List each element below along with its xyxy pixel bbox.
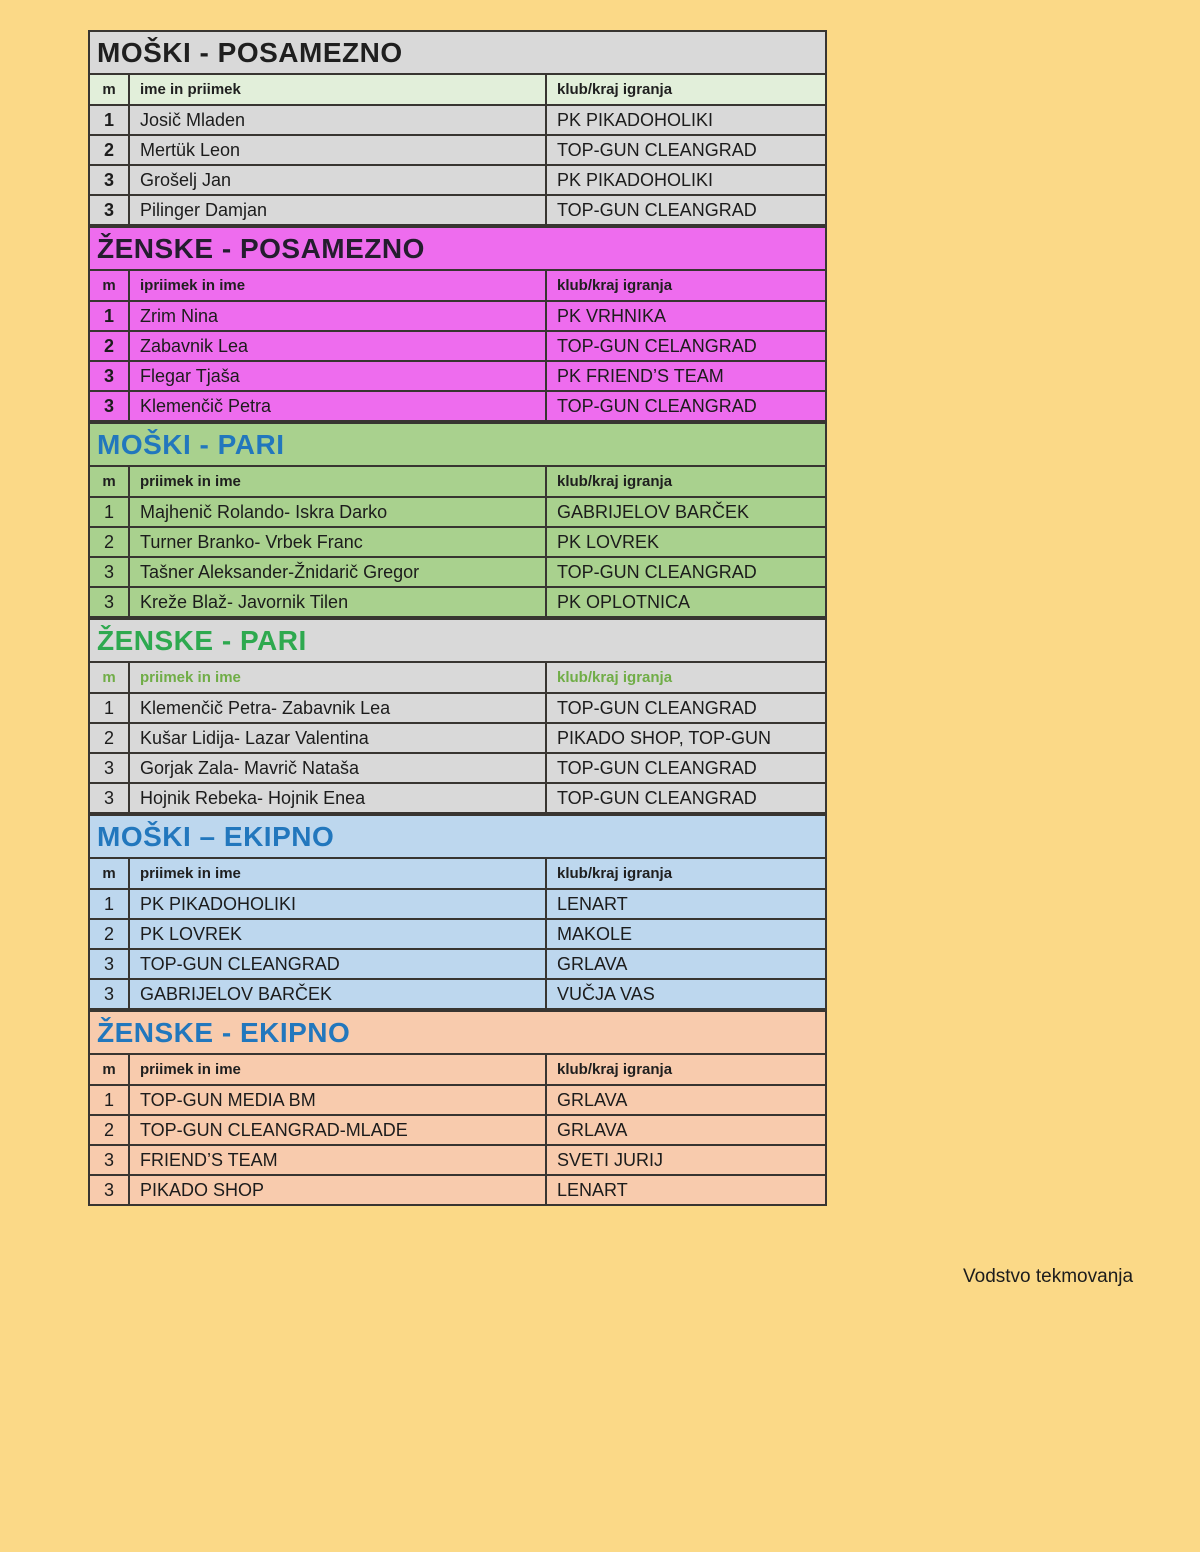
rank-cell: 3 (89, 1175, 129, 1205)
col-header-rank: m (89, 1054, 129, 1085)
club-cell: GRLAVA (546, 1085, 826, 1115)
section-title: MOŠKI - PARI (89, 423, 826, 466)
name-cell: Klemenčič Petra- Zabavnik Lea (129, 693, 546, 723)
table-row (89, 497, 826, 527)
table-row (89, 1145, 826, 1175)
rank-cell: 3 (89, 195, 129, 225)
table-row (89, 165, 826, 195)
section-zenske-ekipno (88, 1010, 827, 1206)
rank-cell: 3 (89, 949, 129, 979)
club-cell: SVETI JURIJ (546, 1145, 826, 1175)
rank-cell: 1 (89, 889, 129, 919)
rank-cell: 2 (89, 723, 129, 753)
section-title: MOŠKI - POSAMEZNO (89, 31, 826, 74)
name-cell: PIKADO SHOP (129, 1175, 546, 1205)
rank-cell: 3 (89, 1145, 129, 1175)
rank-cell: 2 (89, 331, 129, 361)
name-cell: PK PIKADOHOLIKI (129, 889, 546, 919)
section-moski-posamezno (88, 30, 827, 226)
rank-cell: 3 (89, 979, 129, 1009)
header-row (89, 466, 826, 497)
rank-cell: 3 (89, 165, 129, 195)
club-cell: PIKADO SHOP, TOP-GUN (546, 723, 826, 753)
col-header-club: klub/kraj igranja (546, 466, 826, 497)
col-header-rank: m (89, 74, 129, 105)
club-cell: TOP-GUN CLEANGRAD (546, 195, 826, 225)
table-row (89, 693, 826, 723)
table-row (89, 391, 826, 421)
name-cell: Kušar Lidija- Lazar Valentina (129, 723, 546, 753)
club-cell: TOP-GUN CLEANGRAD (546, 391, 826, 421)
club-cell: LENART (546, 1175, 826, 1205)
section-title: ŽENSKE - EKIPNO (89, 1011, 826, 1054)
club-cell: GRLAVA (546, 949, 826, 979)
table-row (89, 331, 826, 361)
rank-cell: 3 (89, 361, 129, 391)
name-cell: TOP-GUN CLEANGRAD (129, 949, 546, 979)
rank-cell: 1 (89, 497, 129, 527)
section-title: ŽENSKE - POSAMEZNO (89, 227, 826, 270)
name-cell: Grošelj Jan (129, 165, 546, 195)
col-header-name: priimek in ime (129, 662, 546, 693)
table-row (89, 135, 826, 165)
rank-cell: 3 (89, 557, 129, 587)
name-cell: TOP-GUN MEDIA BM (129, 1085, 546, 1115)
col-header-club: klub/kraj igranja (546, 662, 826, 693)
col-header-club: klub/kraj igranja (546, 270, 826, 301)
col-header-rank: m (89, 466, 129, 497)
section-zenske-posamezno (88, 226, 827, 422)
header-row (89, 74, 826, 105)
col-header-name: ipriimek in ime (129, 270, 546, 301)
col-header-name: priimek in ime (129, 466, 546, 497)
name-cell: Josič Mladen (129, 105, 546, 135)
club-cell: PK OPLOTNICA (546, 587, 826, 617)
section-title: ŽENSKE - PARI (89, 619, 826, 662)
name-cell: TOP-GUN CLEANGRAD-MLADE (129, 1115, 546, 1145)
club-cell: VUČJA VAS (546, 979, 826, 1009)
rank-cell: 1 (89, 1085, 129, 1115)
club-cell: GRLAVA (546, 1115, 826, 1145)
header-row (89, 662, 826, 693)
table-row (89, 1175, 826, 1205)
club-cell: PK FRIEND’S TEAM (546, 361, 826, 391)
name-cell: GABRIJELOV BARČEK (129, 979, 546, 1009)
header-row (89, 270, 826, 301)
rank-cell: 1 (89, 693, 129, 723)
table-row (89, 301, 826, 331)
table-row (89, 979, 826, 1009)
section-zenske-pari (88, 618, 827, 814)
section-moski-ekipno (88, 814, 827, 1010)
club-cell: TOP-GUN CLEANGRAD (546, 753, 826, 783)
col-header-club: klub/kraj igranja (546, 1054, 826, 1085)
name-cell: Gorjak Zala- Mavrič Nataša (129, 753, 546, 783)
table-row (89, 783, 826, 813)
table-row (89, 527, 826, 557)
table-row (89, 587, 826, 617)
club-cell: PK PIKADOHOLIKI (546, 165, 826, 195)
table-row (89, 557, 826, 587)
name-cell: Majhenič Rolando- Iskra Darko (129, 497, 546, 527)
club-cell: PK VRHNIKA (546, 301, 826, 331)
table-row (89, 195, 826, 225)
club-cell: TOP-GUN CELANGRAD (546, 331, 826, 361)
table-row (89, 723, 826, 753)
club-cell: TOP-GUN CLEANGRAD (546, 783, 826, 813)
col-header-name: priimek in ime (129, 858, 546, 889)
name-cell: Flegar Tjaša (129, 361, 546, 391)
table-row (89, 1115, 826, 1145)
name-cell: Turner Branko- Vrbek Franc (129, 527, 546, 557)
col-header-rank: m (89, 270, 129, 301)
rank-cell: 2 (89, 527, 129, 557)
table-row (89, 1085, 826, 1115)
club-cell: MAKOLE (546, 919, 826, 949)
col-header-name: ime in priimek (129, 74, 546, 105)
name-cell: Tašner Aleksander-Žnidarič Gregor (129, 557, 546, 587)
club-cell: TOP-GUN CLEANGRAD (546, 557, 826, 587)
rank-cell: 3 (89, 753, 129, 783)
name-cell: Zabavnik Lea (129, 331, 546, 361)
rank-cell: 3 (89, 587, 129, 617)
rank-cell: 3 (89, 783, 129, 813)
club-cell: TOP-GUN CLEANGRAD (546, 693, 826, 723)
col-header-name: priimek in ime (129, 1054, 546, 1085)
table-row (89, 889, 826, 919)
name-cell: Pilinger Damjan (129, 195, 546, 225)
name-cell: Klemenčič Petra (129, 391, 546, 421)
rank-cell: 3 (89, 391, 129, 421)
rank-cell: 2 (89, 1115, 129, 1145)
club-cell: PK LOVREK (546, 527, 826, 557)
rank-cell: 2 (89, 135, 129, 165)
name-cell: Mertük Leon (129, 135, 546, 165)
col-header-club: klub/kraj igranja (546, 74, 826, 105)
club-cell: TOP-GUN CLEANGRAD (546, 135, 826, 165)
name-cell: Hojnik Rebeka- Hojnik Enea (129, 783, 546, 813)
col-header-rank: m (89, 662, 129, 693)
table-row (89, 753, 826, 783)
rank-cell: 2 (89, 919, 129, 949)
club-cell: GABRIJELOV BARČEK (546, 497, 826, 527)
rank-cell: 1 (89, 301, 129, 331)
table-row (89, 361, 826, 391)
club-cell: LENART (546, 889, 826, 919)
section-title: MOŠKI – EKIPNO (89, 815, 826, 858)
col-header-rank: m (89, 858, 129, 889)
section-moski-pari (88, 422, 827, 618)
name-cell: Zrim Nina (129, 301, 546, 331)
name-cell: PK LOVREK (129, 919, 546, 949)
results-board (88, 30, 825, 1206)
header-row (89, 858, 826, 889)
header-row (89, 1054, 826, 1085)
rank-cell: 1 (89, 105, 129, 135)
name-cell: FRIEND’S TEAM (129, 1145, 546, 1175)
club-cell: PK PIKADOHOLIKI (546, 105, 826, 135)
table-row (89, 105, 826, 135)
col-header-club: klub/kraj igranja (546, 858, 826, 889)
footer-signature: Vodstvo tekmovanja (963, 1266, 1134, 1287)
table-row (89, 919, 826, 949)
table-row (89, 949, 826, 979)
name-cell: Kreže Blaž- Javornik Tilen (129, 587, 546, 617)
